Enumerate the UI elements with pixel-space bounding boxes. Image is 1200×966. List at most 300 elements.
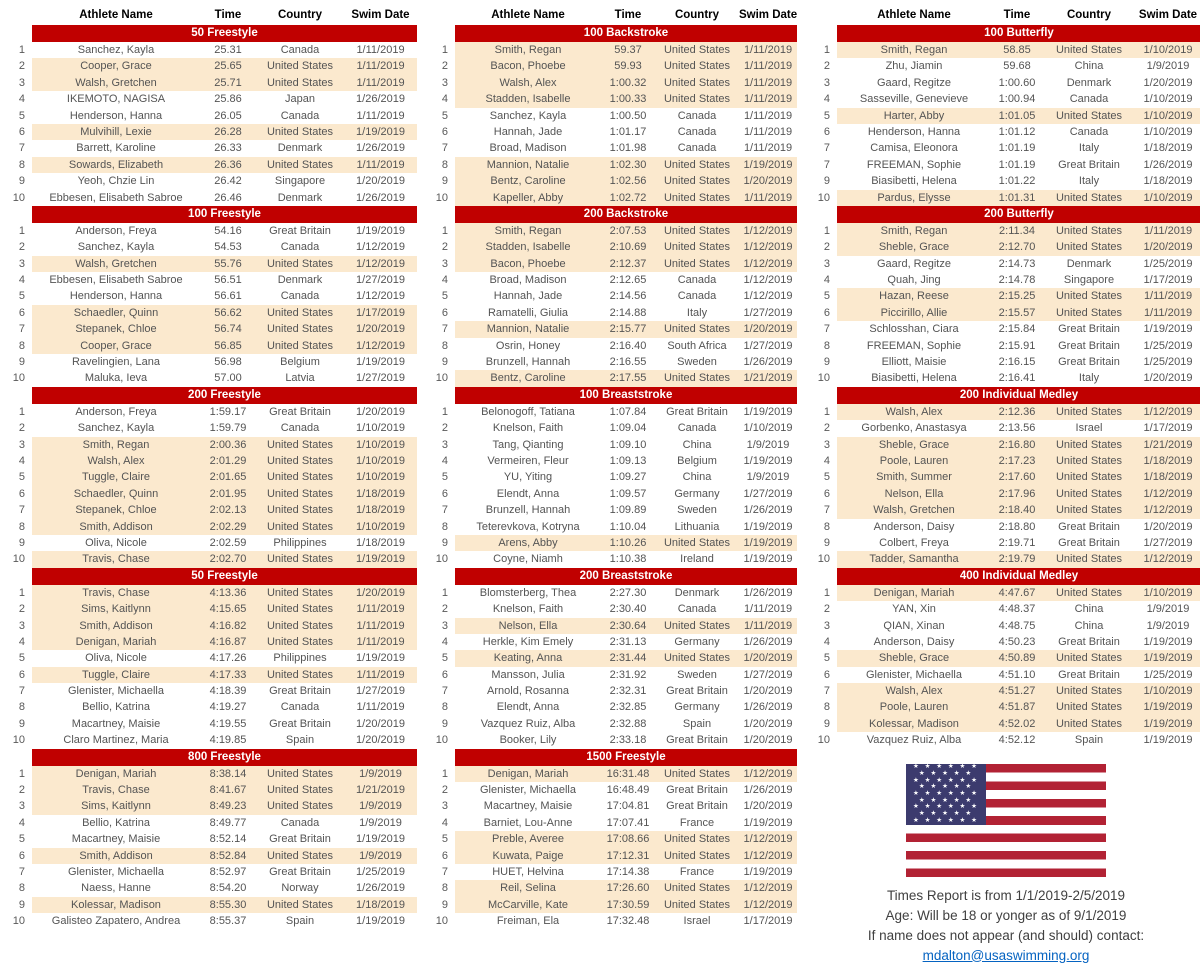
rank-cell: 8 — [429, 338, 455, 354]
rank-cell: 10 — [8, 913, 32, 929]
swim-date-cell: 1/19/2019 — [344, 223, 417, 239]
rank-cell: 6 — [429, 848, 455, 864]
athlete-name-cell: FREEMAN, Sophie — [837, 338, 991, 354]
country-cell: United States — [1043, 650, 1135, 666]
table-row — [429, 585, 797, 601]
country-cell: United States — [1043, 716, 1135, 732]
swim-date-cell: 1/11/2019 — [739, 124, 797, 140]
time-cell: 2:14.88 — [601, 305, 655, 321]
table-row — [429, 321, 797, 337]
event-title: 100 Breaststroke — [455, 387, 797, 404]
swim-date-cell: 1/25/2019 — [1135, 354, 1200, 370]
table-row — [429, 338, 797, 354]
athlete-name-cell: Belonogoff, Tatiana — [455, 404, 601, 420]
swim-date-cell: 1/19/2019 — [344, 913, 417, 929]
athlete-name-cell: Travis, Chase — [32, 551, 200, 567]
table-row — [8, 272, 417, 288]
table-row — [8, 585, 417, 601]
rank-cell: 8 — [429, 519, 455, 535]
table-row — [8, 75, 417, 91]
athlete-name-cell: Smith, Regan — [32, 437, 200, 453]
swim-date-cell: 1/12/2019 — [344, 288, 417, 304]
column-header-row — [8, 6, 417, 25]
table-row — [429, 223, 797, 239]
swim-date-cell: 1/27/2019 — [344, 683, 417, 699]
swim-date-cell: 1/12/2019 — [739, 880, 797, 896]
table-row — [429, 782, 797, 798]
swim-date-cell: 1/19/2019 — [739, 157, 797, 173]
rank-cell: 7 — [809, 321, 837, 337]
athlete-name-cell: Pardus, Elysse — [837, 190, 991, 206]
table-row — [429, 486, 797, 502]
athlete-name-cell: Anderson, Daisy — [837, 519, 991, 535]
us-flag — [906, 764, 1106, 877]
time-cell: 1:02.72 — [601, 190, 655, 206]
rank-cell: 10 — [429, 370, 455, 386]
time-cell: 56.62 — [200, 305, 256, 321]
rank-cell: 4 — [429, 634, 455, 650]
country-cell: Germany — [655, 699, 739, 715]
event-section-header — [809, 206, 1200, 223]
country-cell: Canada — [1043, 91, 1135, 107]
athlete-name-cell: Travis, Chase — [32, 585, 200, 601]
swim-date-cell: 1/12/2019 — [739, 256, 797, 272]
country-cell: China — [655, 437, 739, 453]
country-cell: Philippines — [256, 535, 344, 551]
athlete-name-cell: Walsh, Alex — [837, 683, 991, 699]
country-cell: Canada — [256, 42, 344, 58]
country-cell: United States — [655, 173, 739, 189]
time-cell: 2:17.60 — [991, 469, 1043, 485]
rank-spacer — [809, 387, 837, 404]
time-cell: 1:02.30 — [601, 157, 655, 173]
time-cell: 26.28 — [200, 124, 256, 140]
country-cell: United States — [655, 91, 739, 107]
time-cell: 4:19.27 — [200, 699, 256, 715]
swim-date-cell: 1/9/2019 — [739, 437, 797, 453]
country-cell: Spain — [1043, 732, 1135, 748]
rank-cell: 1 — [8, 585, 32, 601]
table-row — [429, 699, 797, 715]
country-cell: France — [655, 815, 739, 831]
country-cell: Italy — [1043, 173, 1135, 189]
time-cell: 55.76 — [200, 256, 256, 272]
swim-date-cell: 1/11/2019 — [344, 618, 417, 634]
country-cell: United States — [1043, 502, 1135, 518]
rank-cell: 6 — [809, 124, 837, 140]
athlete-name-cell: Tang, Qianting — [455, 437, 601, 453]
country-cell: United States — [256, 502, 344, 518]
athlete-name-cell: Walsh, Alex — [455, 75, 601, 91]
country-cell: United States — [1043, 108, 1135, 124]
athlete-name-cell: Barrett, Karoline — [32, 140, 200, 156]
swim-date-cell: 1/10/2019 — [1135, 108, 1200, 124]
time-cell: 4:48.75 — [991, 618, 1043, 634]
rank-cell: 5 — [809, 650, 837, 666]
swim-date-cell: 1/10/2019 — [344, 437, 417, 453]
rank-cell: 7 — [429, 321, 455, 337]
rank-cell: 8 — [429, 699, 455, 715]
country-cell: United States — [655, 157, 739, 173]
table-row — [8, 157, 417, 173]
country-cell: United States — [256, 338, 344, 354]
table-row — [809, 305, 1200, 321]
swim-date-cell: 1/11/2019 — [344, 58, 417, 74]
table-row — [8, 42, 417, 58]
rank-cell: 2 — [809, 58, 837, 74]
country-cell: Canada — [256, 420, 344, 436]
table-row — [809, 551, 1200, 567]
table-row — [429, 75, 797, 91]
table-row — [429, 404, 797, 420]
table-row — [809, 140, 1200, 156]
table-row — [429, 535, 797, 551]
flag-star-row: ★ ★ ★ ★ ★ ★ — [913, 816, 979, 824]
swim-date-cell: 1/12/2019 — [1135, 551, 1200, 567]
rank-cell: 1 — [8, 223, 32, 239]
rank-cell: 5 — [8, 650, 32, 666]
event-section-header — [8, 25, 417, 42]
table-row — [809, 223, 1200, 239]
rank-cell: 8 — [809, 699, 837, 715]
column-header-time: Time — [214, 9, 242, 21]
table-row — [429, 91, 797, 107]
athlete-name-cell: Smith, Regan — [455, 223, 601, 239]
swim-date-cell: 1/11/2019 — [344, 699, 417, 715]
rank-cell: 5 — [8, 831, 32, 847]
table-row — [809, 486, 1200, 502]
rank-cell: 4 — [809, 91, 837, 107]
country-cell: China — [1043, 618, 1135, 634]
athlete-name-cell: Teterevkova, Kotryna — [455, 519, 601, 535]
rank-cell: 2 — [429, 420, 455, 436]
country-cell: Canada — [655, 272, 739, 288]
athlete-name-cell: Colbert, Freya — [837, 535, 991, 551]
time-cell: 2:19.79 — [991, 551, 1043, 567]
country-cell: Canada — [256, 239, 344, 255]
swim-date-cell: 1/20/2019 — [739, 683, 797, 699]
time-cell: 2:27.30 — [601, 585, 655, 601]
table-row — [429, 831, 797, 847]
athlete-name-cell: Stepanek, Chloe — [32, 502, 200, 518]
rank-cell: 1 — [8, 404, 32, 420]
rank-cell: 9 — [8, 716, 32, 732]
column-left-tables — [8, 6, 417, 930]
time-cell: 2:15.91 — [991, 338, 1043, 354]
table-row — [429, 469, 797, 485]
event-title: 200 Butterfly — [837, 206, 1200, 223]
rank-cell: 9 — [8, 897, 32, 913]
athlete-name-cell: Kolessar, Madison — [32, 897, 200, 913]
table-row — [429, 815, 797, 831]
rank-cell: 8 — [8, 519, 32, 535]
rank-cell: 5 — [809, 288, 837, 304]
time-cell: 17:32.48 — [601, 913, 655, 929]
athlete-name-cell: Tuggle, Claire — [32, 667, 200, 683]
column-header-athlete-name: Athlete Name — [79, 9, 153, 21]
time-cell: 4:50.23 — [991, 634, 1043, 650]
swim-date-cell: 1/19/2019 — [739, 815, 797, 831]
country-cell: United States — [655, 618, 739, 634]
table-row — [429, 453, 797, 469]
rank-cell: 4 — [809, 272, 837, 288]
rank-cell: 4 — [8, 453, 32, 469]
country-cell: United States — [256, 58, 344, 74]
athlete-name-cell: Harter, Abby — [837, 108, 991, 124]
time-cell: 2:13.56 — [991, 420, 1043, 436]
swim-date-cell: 1/18/2019 — [1135, 469, 1200, 485]
swim-date-cell: 1/20/2019 — [739, 321, 797, 337]
time-cell: 59.93 — [601, 58, 655, 74]
rank-cell: 9 — [429, 716, 455, 732]
athlete-name-cell: Stadden, Isabelle — [455, 239, 601, 255]
country-cell: United States — [655, 239, 739, 255]
rank-cell: 2 — [8, 420, 32, 436]
rank-cell: 2 — [8, 782, 32, 798]
time-cell: 8:38.14 — [200, 766, 256, 782]
country-cell: Singapore — [1043, 272, 1135, 288]
athlete-name-cell: Vermeiren, Fleur — [455, 453, 601, 469]
time-cell: 56.61 — [200, 288, 256, 304]
country-cell: Sweden — [655, 354, 739, 370]
athlete-name-cell: Glenister, Michaella — [32, 864, 200, 880]
country-cell: Great Britain — [1043, 338, 1135, 354]
rank-cell: 3 — [809, 256, 837, 272]
country-cell: Israel — [655, 913, 739, 929]
rank-spacer — [429, 206, 455, 223]
time-cell: 1:10.26 — [601, 535, 655, 551]
country-cell: United States — [256, 618, 344, 634]
rank-cell: 8 — [429, 157, 455, 173]
rank-cell: 7 — [429, 683, 455, 699]
athlete-name-cell: Vazquez Ruiz, Alba — [455, 716, 601, 732]
athlete-name-cell: Walsh, Alex — [837, 404, 991, 420]
event-section-header — [429, 25, 797, 42]
country-cell: United States — [655, 223, 739, 239]
country-cell: Canada — [256, 699, 344, 715]
country-cell: United States — [655, 75, 739, 91]
athlete-name-cell: Walsh, Gretchen — [837, 502, 991, 518]
athlete-name-cell: Schaedler, Quinn — [32, 486, 200, 502]
table-row — [809, 288, 1200, 304]
athlete-name-cell: Hannah, Jade — [455, 288, 601, 304]
table-row — [8, 782, 417, 798]
column-middle — [429, 6, 797, 966]
rank-spacer — [429, 387, 455, 404]
table-row — [809, 437, 1200, 453]
rank-cell: 7 — [809, 502, 837, 518]
time-cell: 1:10.04 — [601, 519, 655, 535]
rank-cell: 3 — [429, 256, 455, 272]
flag-star-row: ★ ★ ★ ★ ★ ★ — [913, 763, 979, 771]
column-header-country: Country — [1066, 9, 1112, 21]
athlete-name-cell: Broad, Madison — [455, 272, 601, 288]
swim-date-cell: 1/12/2019 — [739, 897, 797, 913]
time-cell: 2:31.13 — [601, 634, 655, 650]
time-cell: 26.33 — [200, 140, 256, 156]
country-cell: Ireland — [655, 551, 739, 567]
swim-date-cell: 1/26/2019 — [344, 140, 417, 156]
time-cell: 2:12.37 — [601, 256, 655, 272]
athlete-name-cell: Denigan, Mariah — [837, 585, 991, 601]
athlete-name-cell: Sasseville, Genevieve — [837, 91, 991, 107]
athlete-name-cell: Anderson, Freya — [32, 404, 200, 420]
country-cell: France — [655, 864, 739, 880]
table-row — [8, 124, 417, 140]
rank-cell: 6 — [809, 486, 837, 502]
table-row — [809, 108, 1200, 124]
table-row — [429, 634, 797, 650]
time-cell: 2:02.59 — [200, 535, 256, 551]
time-cell: 8:55.30 — [200, 897, 256, 913]
athlete-name-cell: YU, Yiting — [455, 469, 601, 485]
rank-cell: 10 — [8, 370, 32, 386]
time-cell: 2:14.73 — [991, 256, 1043, 272]
time-cell: 1:01.17 — [601, 124, 655, 140]
country-cell: Canada — [1043, 124, 1135, 140]
swim-date-cell: 1/10/2019 — [1135, 585, 1200, 601]
country-cell: United States — [256, 486, 344, 502]
flag-star-row: ★ ★ ★ ★ ★ ★ — [913, 803, 979, 811]
swim-date-cell: 1/19/2019 — [344, 124, 417, 140]
time-cell: 8:41.67 — [200, 782, 256, 798]
athlete-name-cell: Biasibetti, Helena — [837, 370, 991, 386]
swim-date-cell: 1/20/2019 — [739, 173, 797, 189]
flag-star-row: ★ ★ ★ ★ ★ — [918, 783, 974, 791]
table-row — [8, 519, 417, 535]
time-cell: 2:12.70 — [991, 239, 1043, 255]
rank-cell: 1 — [429, 766, 455, 782]
table-row — [429, 601, 797, 617]
athlete-name-cell: IKEMOTO, NAGISA — [32, 91, 200, 107]
rank-cell: 8 — [8, 880, 32, 896]
time-cell: 59.68 — [991, 58, 1043, 74]
athlete-name-cell: Tuggle, Claire — [32, 469, 200, 485]
swim-date-cell: 1/26/2019 — [344, 91, 417, 107]
time-cell: 8:52.97 — [200, 864, 256, 880]
swim-date-cell: 1/12/2019 — [1135, 486, 1200, 502]
table-row — [8, 815, 417, 831]
time-cell: 2:31.92 — [601, 667, 655, 683]
athlete-name-cell: Osrin, Honey — [455, 338, 601, 354]
column-header-time: Time — [1003, 9, 1031, 21]
time-cell: 1:10.38 — [601, 551, 655, 567]
athlete-name-cell: Bellio, Katrina — [32, 699, 200, 715]
swim-date-cell: 1/20/2019 — [1135, 75, 1200, 91]
rank-cell: 7 — [809, 157, 837, 173]
country-cell: United States — [256, 601, 344, 617]
rank-spacer — [809, 568, 837, 585]
athlete-name-cell: Denigan, Mariah — [455, 766, 601, 782]
swim-date-cell: 1/17/2019 — [739, 913, 797, 929]
athlete-name-cell: Glenister, Michaella — [455, 782, 601, 798]
country-cell: United States — [1043, 288, 1135, 304]
country-cell: Great Britain — [655, 683, 739, 699]
athlete-name-cell: Poole, Lauren — [837, 699, 991, 715]
rank-cell: 9 — [809, 173, 837, 189]
swim-date-cell: 1/12/2019 — [739, 766, 797, 782]
table-row — [8, 502, 417, 518]
country-cell: United States — [256, 124, 344, 140]
time-cell: 2:11.34 — [991, 223, 1043, 239]
table-row — [429, 288, 797, 304]
table-row — [809, 404, 1200, 420]
rank-cell: 9 — [809, 354, 837, 370]
swim-date-cell: 1/12/2019 — [739, 223, 797, 239]
rank-cell: 7 — [8, 864, 32, 880]
swim-date-cell: 1/10/2019 — [1135, 124, 1200, 140]
table-row — [8, 848, 417, 864]
athlete-name-cell: Cooper, Grace — [32, 338, 200, 354]
athlete-name-cell: Henderson, Hanna — [32, 288, 200, 304]
athlete-name-cell: Tadder, Samantha — [837, 551, 991, 567]
country-cell: Philippines — [256, 650, 344, 666]
athlete-name-cell: Macartney, Maisie — [32, 716, 200, 732]
time-cell: 17:08.66 — [601, 831, 655, 847]
table-row — [8, 321, 417, 337]
swim-date-cell: 1/17/2019 — [344, 305, 417, 321]
time-cell: 2:15.25 — [991, 288, 1043, 304]
athlete-name-cell: Bentz, Caroline — [455, 370, 601, 386]
table-row — [8, 370, 417, 386]
time-cell: 54.53 — [200, 239, 256, 255]
rank-cell: 3 — [429, 75, 455, 91]
table-row — [8, 239, 417, 255]
time-cell: 1:01.98 — [601, 140, 655, 156]
rank-cell: 1 — [8, 766, 32, 782]
time-cell: 2:16.80 — [991, 437, 1043, 453]
time-cell: 2:01.95 — [200, 486, 256, 502]
time-cell: 1:09.27 — [601, 469, 655, 485]
table-row — [429, 173, 797, 189]
table-row — [809, 272, 1200, 288]
swim-date-cell: 1/19/2019 — [739, 453, 797, 469]
country-cell: United States — [1043, 486, 1135, 502]
table-row — [809, 502, 1200, 518]
country-cell: United States — [256, 469, 344, 485]
rank-cell: 6 — [429, 124, 455, 140]
time-cell: 2:10.69 — [601, 239, 655, 255]
athlete-name-cell: Camisa, Eleonora — [837, 140, 991, 156]
table-row — [8, 305, 417, 321]
athlete-name-cell: Nelson, Ella — [837, 486, 991, 502]
rank-cell: 7 — [8, 502, 32, 518]
contact-email-link[interactable]: mdalton@usaswimming.org — [922, 947, 1090, 963]
table-row — [809, 667, 1200, 683]
table-row — [809, 732, 1200, 748]
rank-cell: 3 — [8, 256, 32, 272]
swim-date-cell: 1/10/2019 — [344, 420, 417, 436]
athlete-name-cell: Glenister, Michaella — [837, 667, 991, 683]
table-row — [809, 124, 1200, 140]
time-cell: 2:16.55 — [601, 354, 655, 370]
column-header-row — [429, 6, 797, 25]
athlete-name-cell: Hazan, Reese — [837, 288, 991, 304]
country-cell: United States — [256, 766, 344, 782]
table-row — [429, 42, 797, 58]
table-row — [8, 880, 417, 896]
event-title: 800 Freestyle — [32, 749, 417, 766]
athlete-name-cell: Barniet, Lou-Anne — [455, 815, 601, 831]
swim-date-cell: 1/20/2019 — [739, 798, 797, 814]
swim-date-cell: 1/12/2019 — [1135, 404, 1200, 420]
time-cell: 4:16.82 — [200, 618, 256, 634]
rank-cell: 4 — [809, 453, 837, 469]
rank-cell: 6 — [429, 305, 455, 321]
rank-header-spacer — [8, 6, 32, 25]
table-row — [809, 190, 1200, 206]
time-cell: 8:52.84 — [200, 848, 256, 864]
